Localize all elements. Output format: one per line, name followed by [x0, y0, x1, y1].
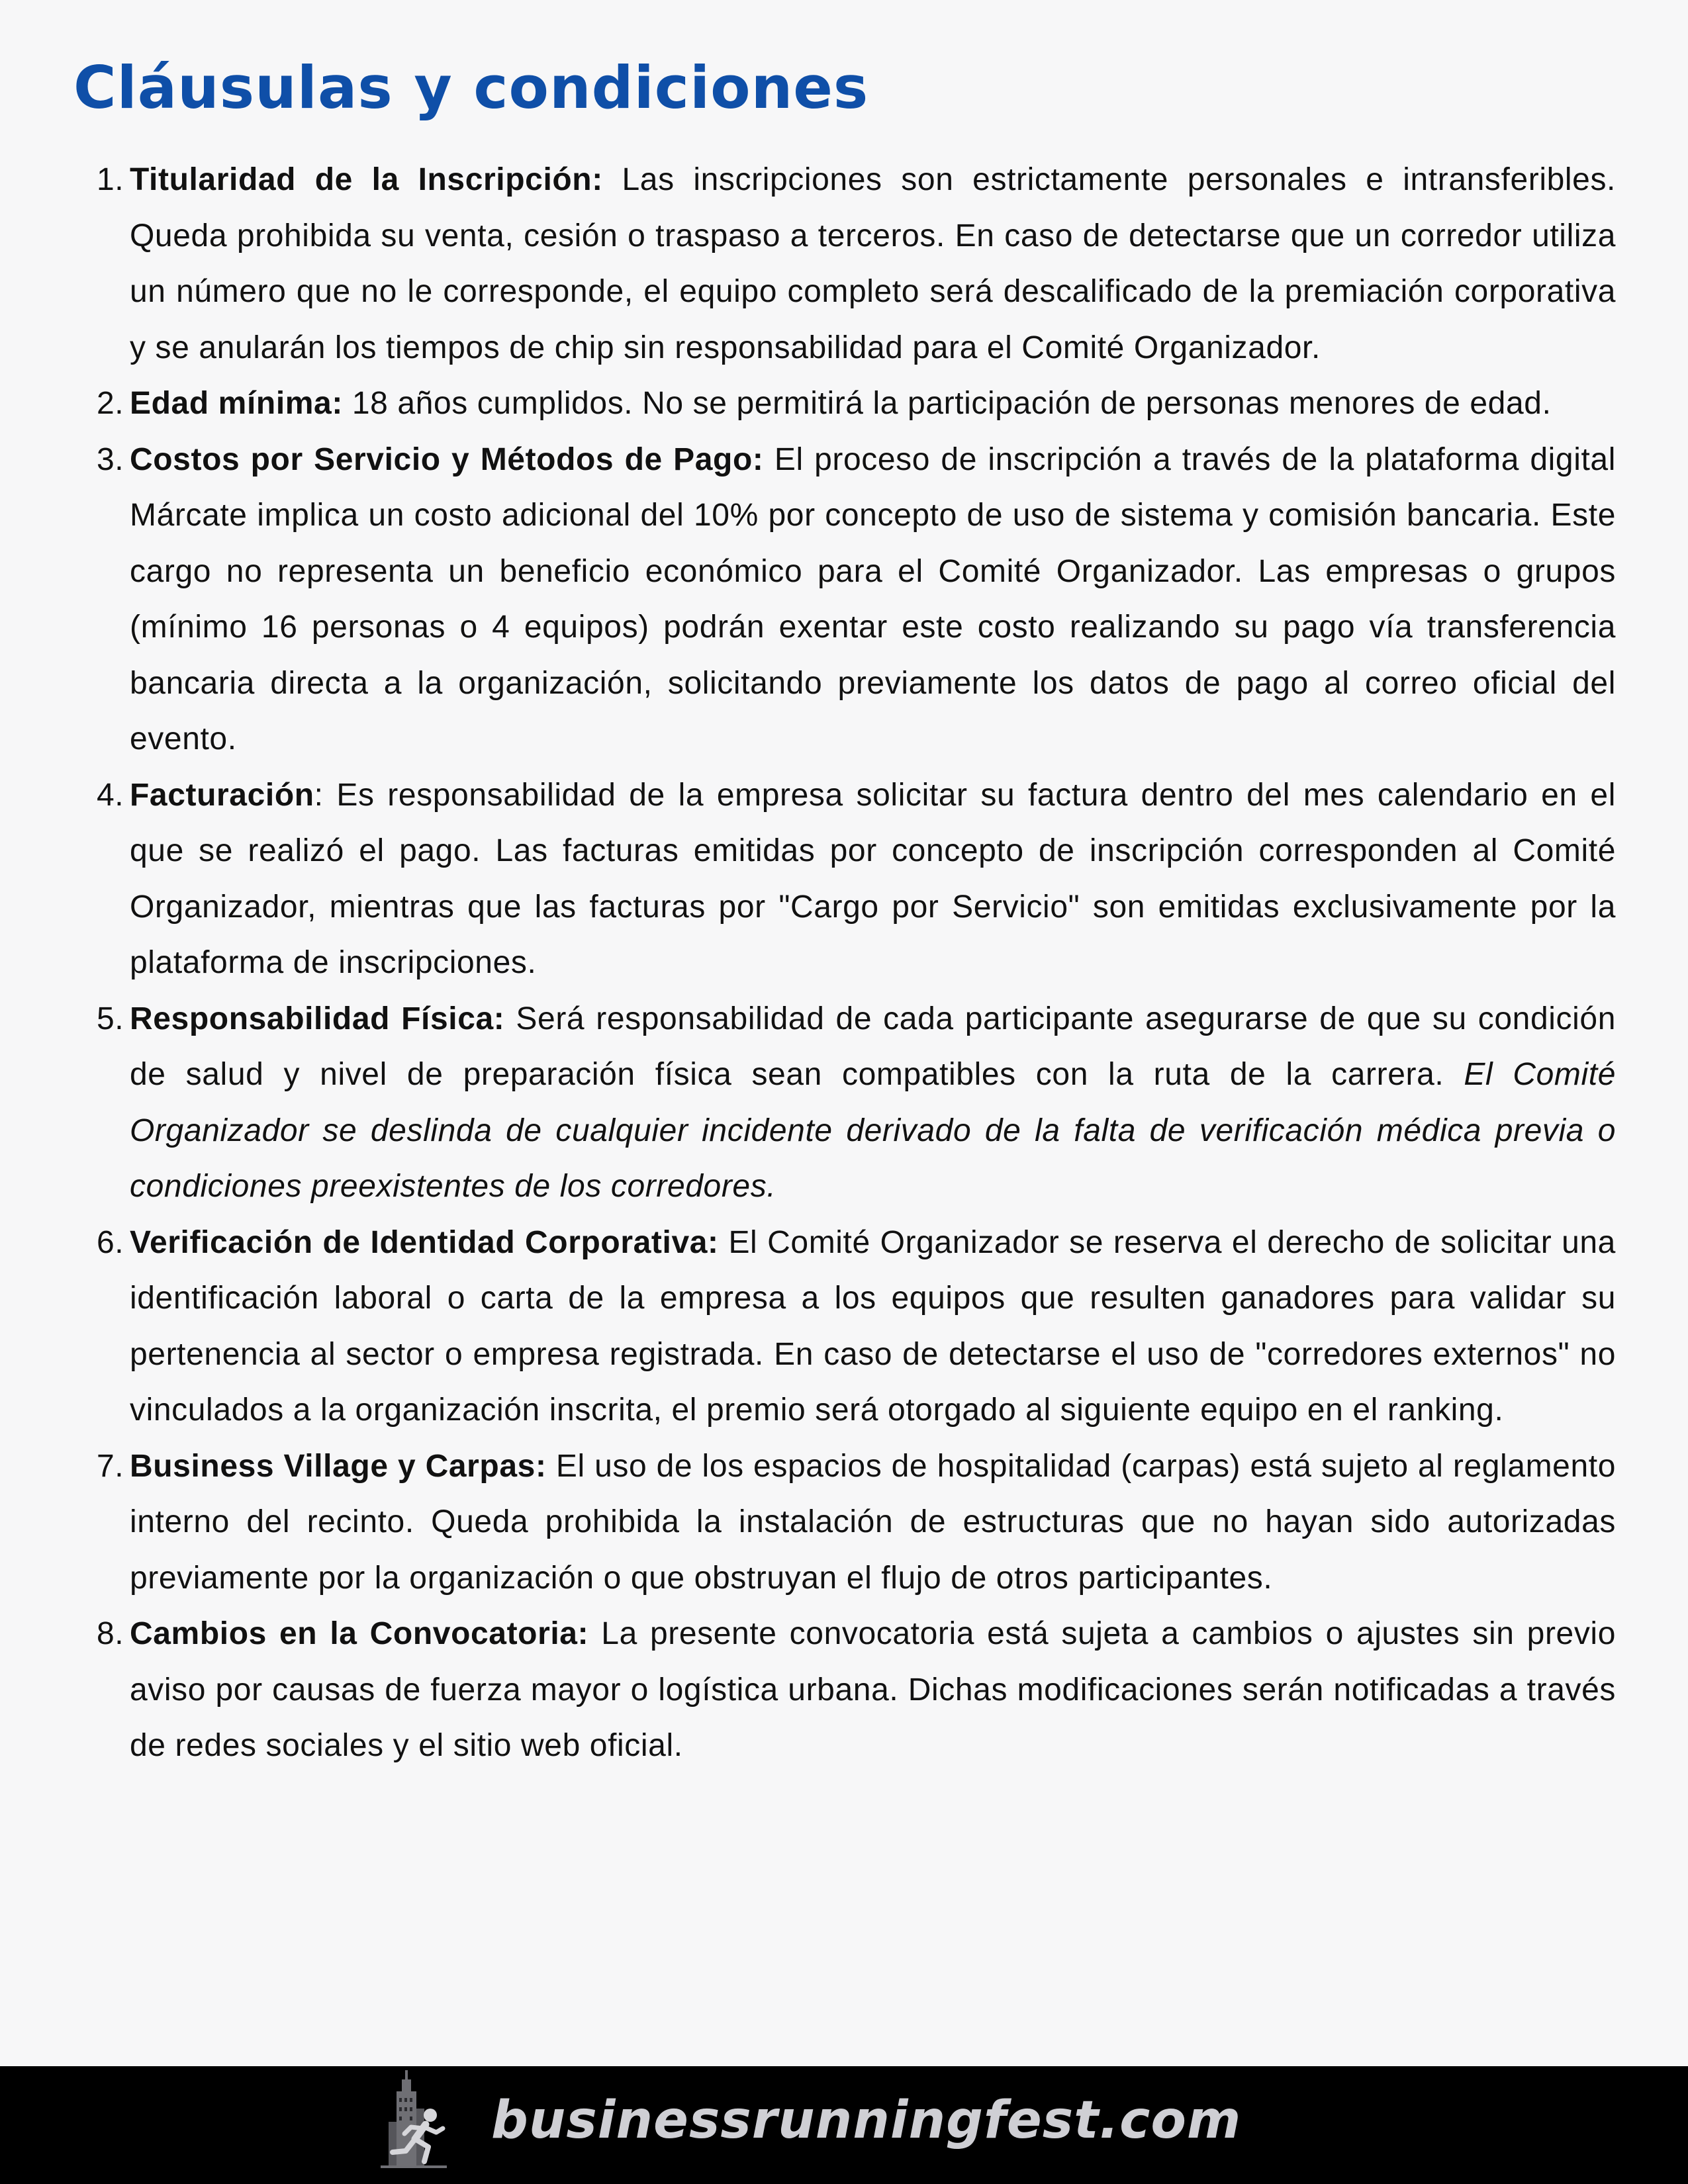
clauses-list — [73, 152, 1616, 1774]
clause-item — [73, 768, 1616, 991]
clause-text: El Comité Organizador se reserva el derecho de solicitar una identificación laboral o carta de la empresa a los equipos que resulten ganadores para validar su pertenencia al sector o empresa registrada. En caso de detectarse el uso de "corredores externos" no vinculados a la organización inscrita, el premio será otorgado al siguiente equipo en el ranking. — [130, 1224, 1616, 1428]
clause-item — [73, 152, 1616, 376]
website-url[interactable]: businessrunningfest.com — [491, 2091, 1242, 2150]
clause-number: 3. — [97, 441, 124, 477]
clause-text: Las inscripciones son estrictamente personales e intransferibles. Queda prohibida su venta, cesión o traspaso a terceros. En caso de detectarse que un corredor utiliza un número que no le corresponde, el equipo completo será descalificado de la premiación corporativa y se anularán los tiempos de chip sin responsabilidad para el Comité Organizador. — [130, 162, 1616, 365]
clause-item — [73, 1215, 1616, 1439]
clause-item — [73, 1606, 1616, 1774]
clause-item — [73, 991, 1616, 1215]
clause-number: 7. — [97, 1448, 124, 1484]
clause-title: Facturación — [130, 777, 314, 813]
clause-item — [73, 432, 1616, 768]
page-title: Cláusulas y condiciones — [73, 54, 869, 122]
clause-text: Será responsabilidad de cada participante asegurarse de que su condición de salud y nivel de preparación física sean compatibles con la ruta de la carrera. — [130, 1001, 1616, 1092]
clause-item — [73, 1439, 1616, 1607]
building-runner-logo-icon — [367, 2069, 453, 2175]
clause-text: 18 años cumplidos. No se permitirá la participación de personas menores de edad. — [342, 386, 1552, 421]
clause-number: 4. — [97, 777, 124, 813]
clause-number: 8. — [97, 1616, 124, 1651]
clause-text: La presente convocatoria está sujeta a cambios o ajustes sin previo aviso por causas de fuerza mayor o logística urbana. Dichas modificaciones serán notificadas a través de redes sociales y el sitio web oficial. — [130, 1616, 1616, 1763]
clause-number: 1. — [97, 162, 124, 197]
clause-title: Responsabilidad Física: — [130, 1001, 505, 1036]
clause-number: 5. — [97, 1001, 124, 1036]
clause-text: El uso de los espacios de hospitalidad (carpas) está sujeto al reglamento interno del recinto. Queda prohibida la instalación de estructuras que no hayan sido autorizadas previamente por la organización o que obstruyan el flujo de otros participantes. — [130, 1448, 1617, 1596]
clause-text: El proceso de inscripción a través de la plataforma digital Márcate implica un costo adicional del 10% por concepto de uso de sistema y comisión bancaria. Este cargo no representa un beneficio económico para el Comité Organizador. Las empresas o grupos (mínimo 16 personas o 4 equipos) podrán exentar este costo realizando su pago vía transferencia bancaria directa a la organización, solicitando previamente los datos de pago al correo oficial del evento. — [130, 441, 1616, 756]
clause-italic-text: El Comité Organizador se deslinda de cualquier incidente derivado de la falta de verificación médica previa o condiciones preexistentes de los corredores. — [130, 1057, 1616, 1204]
clause-text: : Es responsabilidad de la empresa solicitar su factura dentro del mes calendario en el que se realizó el pago. Las facturas emitidas por concepto de inscripción corresponden al Comité Organizador, mientras que las facturas por "Cargo por Servicio" son emitidas exclusivamente por la plataforma de inscripciones. — [130, 777, 1616, 980]
clause-title: Cambios en la Convocatoria: — [130, 1616, 589, 1651]
clause-title: Titularidad de la Inscripción: — [130, 162, 603, 197]
clause-title: Business Village y Carpas: — [130, 1448, 547, 1484]
clause-title: Edad mínima: — [130, 386, 343, 421]
clause-number: 6. — [97, 1224, 124, 1260]
clause-item — [73, 376, 1616, 432]
clause-number: 2. — [97, 386, 124, 421]
footer-bar — [0, 2066, 1688, 2184]
clause-title: Costos por Servicio y Métodos de Pago: — [130, 441, 764, 477]
clause-title: Verificación de Identidad Corporativa: — [130, 1224, 719, 1260]
